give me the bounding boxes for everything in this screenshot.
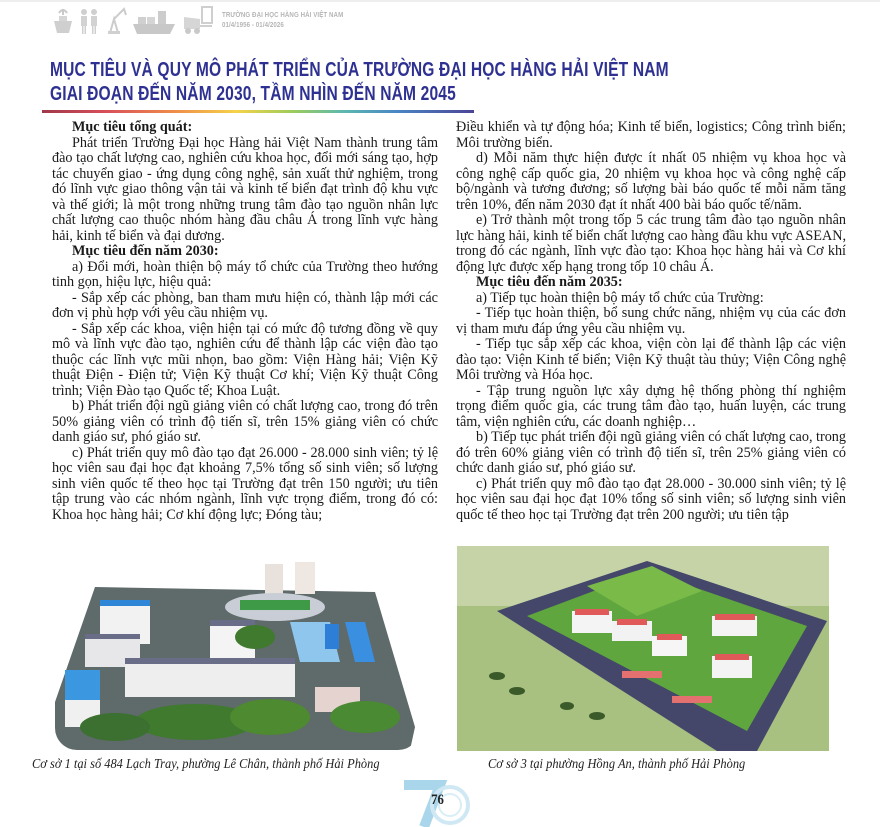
goal-2035-a: a) Tiếp tục hoàn thiện bộ máy tổ chức của Trường: <box>476 289 764 306</box>
photo-2-caption: Cơ sở 3 tại phường Hồng An, thành phố Hải Phòng <box>488 756 746 771</box>
goal-2030-heading: Mục tiêu đến năm 2030: <box>72 243 219 259</box>
port-crane-icon <box>104 7 128 35</box>
goal-2030-a: a) Đổi mới, hoàn thiện bộ máy tổ chức của Trường theo hướng tinh gọn, hiệu lực, hiệu quả: <box>52 258 438 290</box>
general-goal-text: Phát triển Trường Đại học Hàng hải Việt Nam thành trung tâm đào tạo chất lượng cao, nghiên cứu khoa học, đổi mới sáng tạo, hợp tác chuyển giao - ứng dụng công nghệ, sản xuất thử nghiệm, trong đó lĩnh vực giao thông vận tải và kinh tế biển đạt trình độ khu vực và thế giới; là một trong những trung tâm đào tạo nguồn nhân lực chất lượng cao thuộc nhóm hàng đầu châu Á trong lĩnh vực hàng hải, kinh tế biển và đại dương. <box>52 134 438 244</box>
general-goal-heading: Mục tiêu tổng quát: <box>72 119 193 135</box>
goal-2035-a2: - Tiếp tục sắp xếp các khoa, viện còn lại để thành lập các viện đào tạo: Viện Kinh tế biển; Viện Kỹ thuật tàu thủy; Viện Công nghệ Môi trường và Hóa học. <box>456 336 846 383</box>
goal-2030-e: e) Trở thành một trong tốp 5 các trung tâm đào tạo nguồn nhân lực hàng hải, kinh tế biển chất lượng cao hàng đầu khu vực ASEAN, trong đó các ngành, lĩnh vực đào tạo: Khoa học hàng hải và Cơ khí động lực được xếp hạng trong tốp 10 châu Á. <box>456 212 846 275</box>
goal-2035-c: c) Phát triển quy mô đào tạo đạt 28.000 - 30.000 sinh viên; tỷ lệ học viên sau đại học đạt 10% tổng số sinh viên; số lượng sinh viên quốc tế theo học tại Trường đạt trên 200 người; ưu tiên tập <box>456 475 846 523</box>
goal-2035-heading: Mục tiêu đến năm 2035: <box>476 274 623 290</box>
campus-1-aerial-photo <box>55 552 420 750</box>
goal-2030-a2: - Sắp xếp các khoa, viện hiện tại có mức độ tương đồng về quy mô và lĩnh vực đào tạo, nghiên cứu để thành lập các viện đào tạo thuộc các lĩnh vực mũi nhọn, bao gồm: Viện Hàng hải; Viện Kỹ thuật Điện - Điện tử; Viện Kỹ thuật Cơ khí; Viện Kỹ thuật Công trình; Viện Đào tạo Quốc tế; Khoa Luật. <box>52 320 438 399</box>
goal-2030-c-continued: Điều khiển và tự động hóa; Kinh tế biển, logistics; Công trình biển; Môi trường biển. <box>456 119 846 151</box>
title-line-2: GIAI ĐOẠN ĐẾN NĂM 2030, TẦM NHÌN ĐẾN NĂM 2045 <box>50 82 456 105</box>
header-icons <box>52 5 214 35</box>
goal-2030-b: b) Phát triển đội ngũ giảng viên có chất lượng cao, trong đó trên 50% giảng viên có trình độ tiến sĩ, trên 15% giảng viên có chức danh giáo sư, phó giáo sư. <box>52 398 438 445</box>
goal-2035-a1: - Tiếp tục hoàn thiện, bổ sung chức năng, nhiệm vụ của các đơn vị tham mưu đáp ứng yêu cầu nhiệm vụ. <box>456 305 846 337</box>
goal-2030-a1: - Sắp xếp các phòng, ban tham mưu hiện có, thành lập mới các đơn vị phù hợp với yêu cầu nhiệm vụ. <box>52 289 438 321</box>
title-line-1: MỤC TIÊU VÀ QUY MÔ PHÁT TRIỂN CỦA TRƯỜNG ĐẠI HỌC HÀNG HẢI VIỆT NAM <box>50 58 669 81</box>
header-text <box>222 10 343 30</box>
ship-anchor-icon <box>52 7 74 35</box>
sailors-icon <box>78 7 100 35</box>
page-top-border <box>0 0 880 2</box>
forklift-icon <box>180 5 214 35</box>
goal-2035-b: b) Tiếp tục phát triển đội ngũ giảng viên có chất lượng cao, trong đó trên 60% giảng viên có trình độ tiến sĩ, trên 25% giảng viên có chức danh giáo sư, phó giáo sư. <box>456 429 846 476</box>
goal-2035-a3: - Tập trung nguồn lực xây dựng hệ thống phòng thí nghiệm trọng điểm quốc gia, các trung tâm đào tạo, huấn luyện, các trung tâm, viện nghiên cứu, các doanh nghiệp… <box>456 382 846 430</box>
institution-name: TRƯỜNG ĐẠI HỌC HÀNG HẢI VIỆT NAM <box>222 10 344 19</box>
page-number: 76 <box>431 792 444 808</box>
goal-2030-c: c) Phát triển quy mô đào tạo đạt 26.000 - 28.000 sinh viên; tỷ lệ học viên sau đại học đạt khoảng 7,5% tổng số sinh viên; số lượng sinh viên quốc tế theo học tại Trường đạt trên 150 người; ưu tiên tập trung vào các nhóm ngành, lĩnh vực trọng điểm, trong đó có: Khoa học hàng hải; Cơ khí động lực; Đóng tàu; <box>52 444 438 523</box>
photo-1-caption: Cơ sở 1 tại số 484 Lạch Tray, phường Lê Chân, thành phố Hải Phòng <box>32 756 380 771</box>
page-title <box>50 58 669 106</box>
rainbow-divider <box>42 110 474 113</box>
right-text-column <box>456 120 846 523</box>
container-ship-icon <box>132 7 176 35</box>
goal-2030-d: d) Mỗi năm thực hiện được ít nhất 05 nhiệm vụ khoa học và công nghệ cấp quốc gia, 20 nhiệm vụ khoa học và công nghệ cấp bộ/ngành và tương đương; số lượng bài báo quốc tế mỗi năm tăng trên 10%, đến năm 2030 đạt ít nhất 400 bài báo quốc tế/năm. <box>456 150 846 213</box>
page-header <box>52 4 370 36</box>
anniversary-dates: 01/4/1956 - 01/4/2026 <box>222 20 284 29</box>
left-text-column <box>52 120 438 523</box>
campus-3-rendering <box>457 546 829 751</box>
